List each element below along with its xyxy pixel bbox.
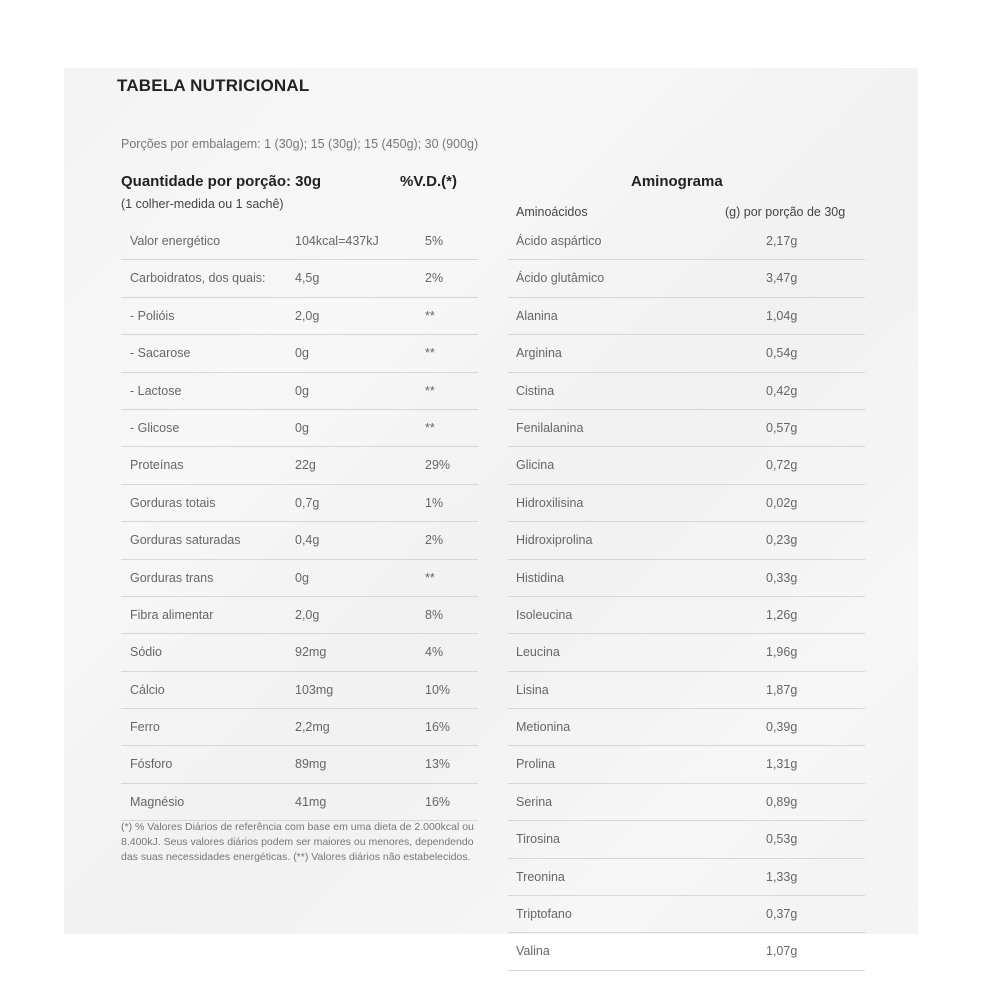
table-row	[121, 560, 478, 597]
table-row	[121, 784, 478, 821]
nutrient-vd: **	[425, 383, 435, 398]
nutrient-amount: 0g	[295, 346, 309, 361]
table-row	[121, 522, 478, 559]
table-row	[508, 223, 865, 260]
aminogram-table	[508, 223, 865, 971]
table-row	[121, 485, 478, 522]
table-row	[508, 485, 865, 522]
nutrient-name: - Glicose	[130, 420, 180, 435]
amino-value: 0,57g	[766, 420, 798, 435]
nutrient-amount: 0,7g	[295, 495, 320, 510]
nutrient-name: - Polióis	[130, 308, 175, 323]
amino-value: 3,47g	[766, 271, 798, 286]
table-row	[508, 634, 865, 671]
amino-name: Tirosina	[516, 832, 560, 847]
nutrient-name: Fibra alimentar	[130, 607, 214, 622]
amino-name: Isoleucina	[516, 607, 573, 622]
amino-name: Valina	[516, 944, 550, 959]
amino-value: 1,33g	[766, 869, 798, 884]
aminogram-col-name: Aminoácidos	[516, 205, 588, 219]
table-row	[508, 896, 865, 933]
amino-value: 0,42g	[766, 383, 798, 398]
nutrient-amount: 103mg	[295, 682, 334, 697]
amino-name: Prolina	[516, 757, 555, 772]
table-row	[508, 447, 865, 484]
nutrient-name: Gorduras totais	[130, 495, 216, 510]
nutrient-name: Sódio	[130, 645, 162, 660]
table-row	[508, 709, 865, 746]
nutrient-vd: 16%	[425, 794, 451, 809]
amino-name: Ácido aspártico	[516, 234, 602, 248]
nutrient-amount: 0g	[295, 570, 309, 585]
table-row	[121, 223, 478, 260]
page-title: TABELA NUTRICIONAL	[117, 76, 310, 95]
amino-value: 0,02g	[766, 495, 798, 510]
table-row	[508, 933, 865, 970]
amino-value: 0,89g	[766, 794, 798, 809]
nutrient-amount: 2,2mg	[295, 720, 330, 735]
amino-name: Leucina	[516, 645, 560, 660]
table-row	[508, 859, 865, 896]
nutrient-name: Valor energético	[130, 234, 221, 248]
amino-value: 0,37g	[766, 907, 798, 922]
nutrient-name: - Lactose	[130, 383, 182, 398]
nutrient-name: Magnésio	[130, 794, 185, 809]
footnote: (*) % Valores Diários de referência com base em uma dieta de 2.000kcal ou 8.400kJ. Seus valores diários podem ser maiores ou menores, dependendo das suas necessidades energéticas. (**) Valores diários não estabelecidos.	[121, 821, 474, 863]
aminogram-col-value: (g) por porção de 30g	[725, 205, 846, 219]
amino-name: Glicina	[516, 458, 555, 473]
nutrient-amount: 104kcal=437kJ	[295, 234, 379, 248]
amino-value: 0,23g	[766, 533, 798, 548]
table-row	[508, 821, 865, 858]
table-row	[121, 746, 478, 783]
nutrient-name: Gorduras trans	[130, 570, 214, 585]
nutrient-vd: **	[425, 308, 435, 323]
nutrient-vd: 10%	[425, 682, 451, 697]
nutrient-amount: 92mg	[295, 645, 327, 660]
nutrition-panel	[64, 68, 918, 959]
amino-value: 1,31g	[766, 757, 798, 772]
table-row	[121, 260, 478, 297]
amino-value: 1,87g	[766, 682, 798, 697]
table-row	[508, 784, 865, 821]
nutrient-amount: 0g	[295, 420, 309, 435]
nutrient-name: Cálcio	[130, 682, 165, 697]
nutrient-vd: 4%	[425, 645, 444, 660]
table-row	[508, 746, 865, 783]
nutrient-vd: 8%	[425, 607, 444, 622]
amino-name: Cistina	[516, 383, 555, 398]
nutrient-vd: 2%	[425, 533, 444, 548]
nutrient-vd: 29%	[425, 458, 451, 473]
nutrient-vd: 13%	[425, 757, 451, 772]
amino-name: Fenilalanina	[516, 420, 584, 435]
table-row	[508, 410, 865, 447]
amino-value: 0,72g	[766, 458, 798, 473]
amino-name: Hidroxilisina	[516, 495, 584, 510]
nutrient-amount: 0g	[295, 383, 309, 398]
amino-value: 0,53g	[766, 832, 798, 847]
nutrient-name: Ferro	[130, 720, 160, 735]
nutrient-name: Proteínas	[130, 458, 184, 473]
table-row	[121, 298, 478, 335]
nutrient-vd: 1%	[425, 495, 444, 510]
nutrient-name: - Sacarose	[130, 346, 191, 361]
amino-value: 2,17g	[766, 234, 798, 248]
amino-name: Ácido glutâmico	[516, 271, 605, 286]
nutrient-amount: 0,4g	[295, 533, 320, 548]
amino-name: Hidroxiprolina	[516, 533, 593, 548]
aminogram-heading: Aminograma	[631, 173, 723, 190]
amino-value: 1,04g	[766, 308, 798, 323]
nutrient-amount: 41mg	[295, 794, 327, 809]
nutrition-heading: Quantidade por porção: 30g	[121, 173, 322, 190]
table-row	[121, 709, 478, 746]
amino-name: Histidina	[516, 570, 564, 585]
table-row	[508, 260, 865, 297]
table-row	[508, 597, 865, 634]
table-row	[121, 373, 478, 410]
table-row	[508, 373, 865, 410]
nutrient-vd: 16%	[425, 720, 451, 735]
nutrient-vd: **	[425, 570, 435, 585]
amino-name: Metionina	[516, 720, 571, 735]
nutrient-amount: 22g	[295, 458, 316, 473]
table-row	[121, 597, 478, 634]
nutrient-amount: 2,0g	[295, 607, 320, 622]
amino-name: Serina	[516, 794, 553, 809]
amino-name: Lisina	[516, 682, 549, 697]
amino-value: 0,39g	[766, 720, 798, 735]
nutrient-name: Gorduras saturadas	[130, 533, 241, 548]
table-row	[121, 335, 478, 372]
amino-value: 1,96g	[766, 645, 798, 660]
table-row	[121, 410, 478, 447]
amino-value: 0,33g	[766, 570, 798, 585]
amino-name: Triptofano	[516, 907, 572, 922]
nutrition-table	[121, 223, 478, 821]
table-row	[508, 672, 865, 709]
portions-text: Porções por embalagem: 1 (30g); 15 (30g); 15 (450g); 30 (900g)	[121, 137, 479, 151]
amino-name: Alanina	[516, 308, 558, 323]
table-row	[508, 522, 865, 559]
table-row	[508, 560, 865, 597]
nutrition-subheading: (1 colher-medida ou 1 sachê)	[121, 197, 284, 211]
vd-heading: %V.D.(*)	[400, 173, 457, 190]
table-row	[508, 298, 865, 335]
amino-value: 1,07g	[766, 944, 798, 959]
nutrient-name: Carboidratos, dos quais:	[130, 271, 266, 286]
table-row	[121, 447, 478, 484]
nutrient-amount: 4,5g	[295, 271, 320, 286]
nutrient-vd: **	[425, 346, 435, 361]
nutrient-amount: 2,0g	[295, 308, 320, 323]
nutrient-amount: 89mg	[295, 757, 327, 772]
amino-value: 0,54g	[766, 346, 798, 361]
amino-value: 1,26g	[766, 607, 798, 622]
table-row	[121, 634, 478, 671]
table-row	[508, 335, 865, 372]
amino-name: Treonina	[516, 869, 565, 884]
nutrient-vd: 5%	[425, 234, 444, 248]
nutrient-vd: **	[425, 420, 435, 435]
nutrient-name: Fósforo	[130, 757, 173, 772]
table-row	[121, 672, 478, 709]
amino-name: Arginina	[516, 346, 562, 361]
nutrient-vd: 2%	[425, 271, 444, 286]
